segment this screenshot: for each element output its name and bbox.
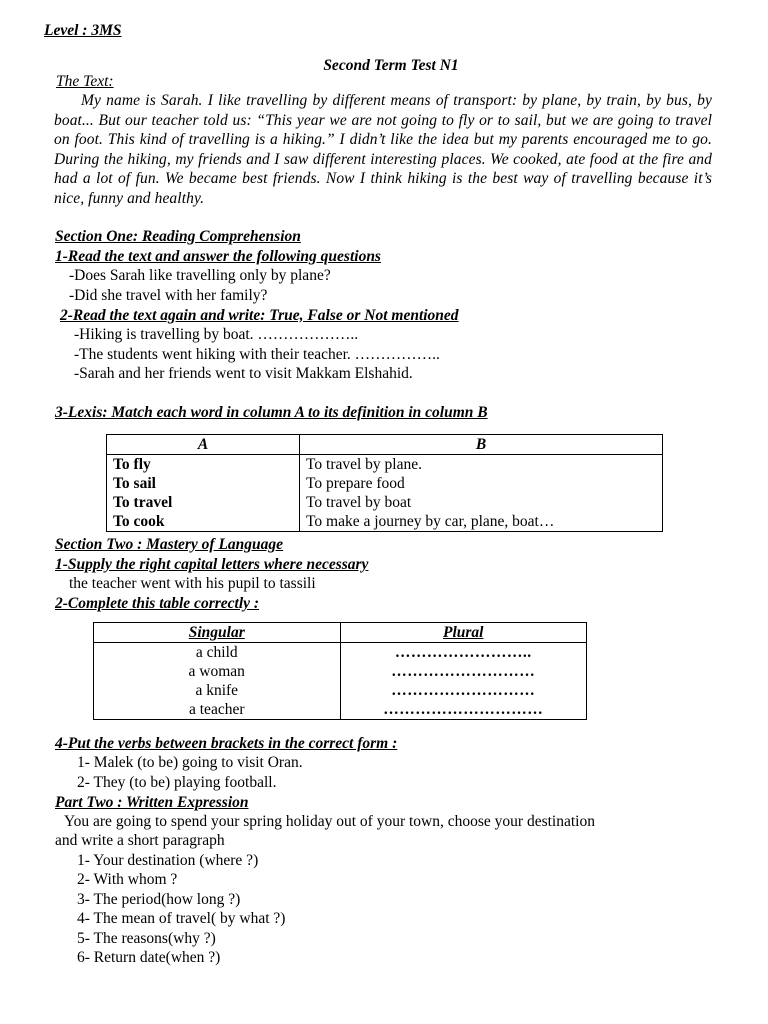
plural-blank: ……………………… [340, 681, 587, 700]
verbs-heading: 4-Put the verbs between brackets in the correct form : [55, 735, 398, 752]
plural-blank: …………………….. [340, 643, 587, 663]
lexis-definition: To make a journey by car, plane, boat… [300, 512, 663, 532]
q2-heading: 2-Read the text again and write: True, False or Not mentioned [60, 307, 459, 324]
plural-blank: ………………………… [340, 700, 587, 720]
table-row [107, 512, 663, 532]
table-row [94, 643, 587, 663]
section-two-heading: Section Two : Mastery of Language [55, 536, 284, 553]
writing-prompt: 2- With whom ? [77, 871, 178, 888]
page-title: Second Term Test N1 [323, 57, 459, 74]
q2-item: -Hiking is travelling by boat. ……………….. [74, 326, 359, 343]
lexis-word: To travel [107, 493, 300, 512]
singular-cell: a teacher [94, 700, 341, 720]
text-heading: The Text: [56, 73, 114, 90]
writing-prompt: 3- The period(how long ?) [77, 891, 241, 908]
table-row [94, 662, 587, 681]
column-b-header: B [300, 435, 663, 455]
lexis-word: To sail [107, 474, 300, 493]
lexis-definition: To prepare food [300, 474, 663, 493]
lexis-definition: To travel by plane. [300, 455, 663, 475]
writing-instructions: and write a short paragraph [55, 832, 225, 849]
q2-item: -Sarah and her friends went to visit Makkam Elshahid. [74, 365, 413, 382]
lexis-word: To cook [107, 512, 300, 532]
plural-blank: ……………………… [340, 662, 587, 681]
capitals-sentence: the teacher went with his pupil to tassili [69, 575, 316, 592]
table-row [94, 681, 587, 700]
writing-prompt: 6- Return date(when ?) [77, 949, 221, 966]
table-row [107, 474, 663, 493]
verbs-item: 2- They (to be) playing football. [77, 774, 277, 791]
capitals-heading: 1-Supply the right capital letters where necessary [55, 556, 369, 573]
singular-header: Singular [94, 623, 341, 643]
table-row [107, 455, 663, 475]
lexis-table [106, 434, 663, 532]
q1-item: -Did she travel with her family? [69, 287, 268, 304]
lexis-definition: To travel by boat [300, 493, 663, 512]
q2-item: -The students went hiking with their teacher. …………….. [74, 346, 440, 363]
q3-heading: 3-Lexis: Match each word in column A to its definition in column B [55, 404, 488, 421]
section-one-heading: Section One: Reading Comprehension [55, 228, 301, 245]
plural-heading: 2-Complete this table correctly : [55, 595, 260, 612]
table-row [107, 493, 663, 512]
writing-prompt: 5- The reasons(why ?) [77, 930, 216, 947]
table-row [94, 700, 587, 720]
lexis-word: To fly [107, 455, 300, 475]
plural-table [93, 622, 587, 720]
column-a-header: A [107, 435, 300, 455]
plural-header: Plural [340, 623, 587, 643]
writing-instructions: You are going to spend your spring holiday out of your town, choose your destination [64, 813, 595, 830]
part-two-heading: Part Two : Written Expression [55, 794, 249, 811]
reading-passage: My name is Sarah. I like travelling by different means of transport: by plane, by train, by bus, by boat... But our teacher told us: “This year we are not going to fly or to sail, but we are going to travel on foot. This kind of travelling is a hiking.” I didn’t like the idea but my parents encouraged me to go. During the hiking, my friends and I saw different interesting places. We cooked, ate food at the fire and had a lot of fun. We became best friends. Now I think hiking is the best way of travelling because it’s nice, funny and healthy. [54, 92, 712, 207]
writing-prompt: 1- Your destination (where ?) [77, 852, 259, 869]
singular-cell: a woman [94, 662, 341, 681]
q1-heading: 1-Read the text and answer the following questions [55, 248, 381, 265]
singular-cell: a child [94, 643, 341, 663]
level-label: Level : 3MS [44, 22, 122, 39]
verbs-item: 1- Malek (to be) going to visit Oran. [77, 754, 303, 771]
singular-cell: a knife [94, 681, 341, 700]
writing-prompt: 4- The mean of travel( by what ?) [77, 910, 286, 927]
q1-item: -Does Sarah like travelling only by plane? [69, 267, 331, 284]
